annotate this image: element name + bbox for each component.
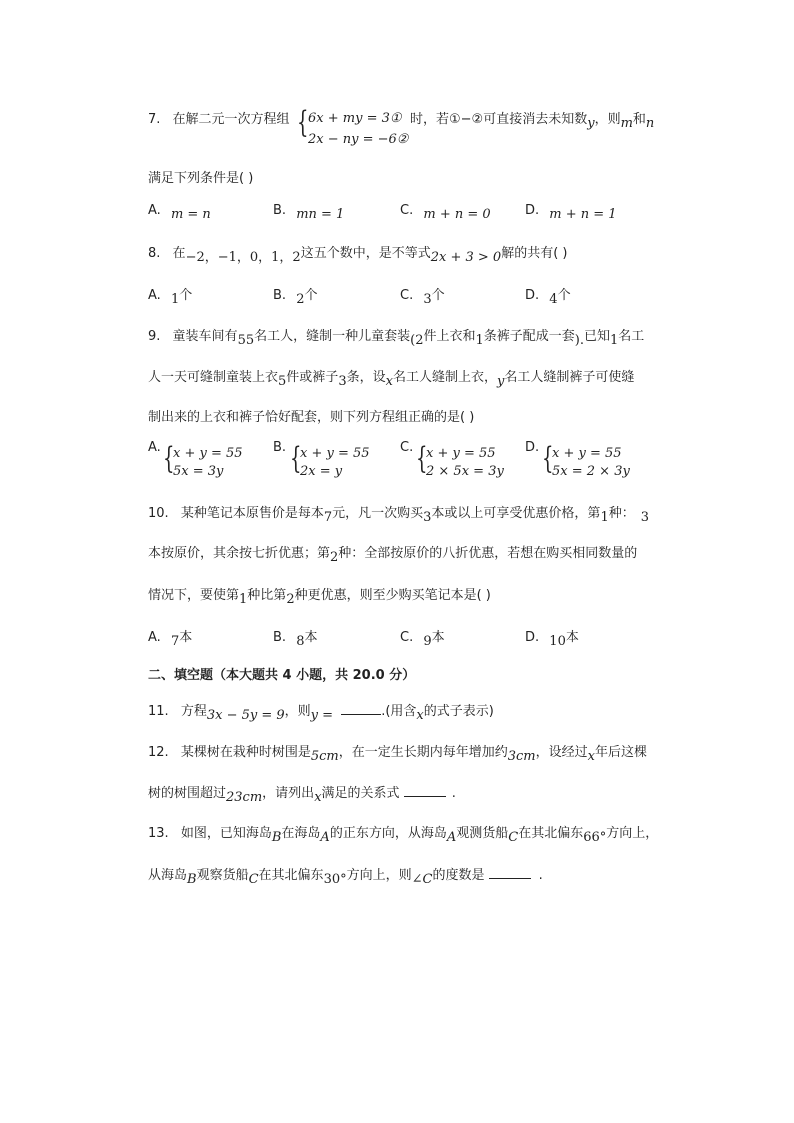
q7-option-b-label: B.	[273, 203, 287, 218]
q13-l1-h: C	[508, 830, 519, 845]
q11-var-x: x	[416, 708, 424, 723]
q13-l2-a: 从海岛	[148, 868, 188, 883]
q12-l1-d: 3cm	[507, 749, 536, 764]
q9-option-d-eq2: 5x = 2 × 3y	[552, 464, 630, 479]
q10-l3-a: 情况下，要使第	[148, 588, 240, 603]
q9-l1-k: 名工	[618, 329, 645, 344]
q10-l3-e: 种更优惠，则至少购买笔记本是( )	[294, 588, 491, 603]
q8-option-d-val: 4	[549, 292, 558, 307]
q13-l1-g: 观测货船	[456, 826, 509, 841]
q9-l2-b: 5	[278, 374, 287, 389]
q13-l2-f: 30°	[323, 872, 347, 887]
q9-l1-a: 童装车间有	[172, 329, 238, 344]
q13-l2-g: 方向上，则	[346, 868, 412, 883]
q9-option-b-brace: {	[290, 441, 302, 476]
q10-option-b-label: B.	[273, 630, 287, 645]
q10-option-c[interactable]	[400, 626, 445, 649]
q10-l3-c: 种比第	[247, 588, 287, 603]
q9-option-c-label[interactable]: C.	[400, 440, 414, 455]
q9-option-a-eq1: x + y = 55	[173, 446, 243, 461]
q13-line2	[148, 864, 543, 887]
q13-number: 13.	[148, 826, 169, 841]
q9-line2	[148, 366, 635, 389]
q9-option-a-brace: {	[163, 441, 175, 476]
q10-option-a-unit: 本	[179, 630, 193, 645]
q13-l1-f: A	[446, 830, 457, 845]
q8-option-d[interactable]	[525, 284, 571, 307]
q9-l2-c: 件或裤子	[286, 370, 339, 385]
q12-l1-e: ，设经过	[535, 745, 588, 760]
q8-option-a-val: 1	[170, 292, 180, 307]
q9-option-a-eq2: 5x = 3y	[173, 464, 224, 479]
q11-text-a: 方程	[180, 704, 207, 719]
q9-l2-d: 3	[338, 374, 347, 389]
q12-line2	[148, 782, 456, 805]
q9-option-b-label[interactable]: B.	[273, 440, 287, 455]
q12-l2-c: ，请列出	[262, 786, 315, 801]
q7-text-c: ，则	[594, 112, 621, 127]
q9-l1-f: 1	[475, 333, 484, 348]
q8-number: 8.	[148, 246, 161, 261]
q12-l2-e: 满足的关系式	[321, 786, 400, 801]
q7-var-m: m	[620, 116, 633, 131]
q13-answer-blank[interactable]	[489, 866, 531, 879]
q8-option-c-val: 3	[423, 292, 432, 307]
q10-l1-c: 元，凡一次购买	[332, 506, 424, 521]
q11-text-b: ，则	[284, 704, 311, 719]
q13-l2-h: ∠C	[411, 872, 433, 887]
q8-option-b-label: B.	[273, 288, 287, 303]
q9-l1-h: ).	[574, 333, 584, 348]
q7-line2: 满足下列条件是( )	[148, 171, 254, 186]
q12-l2-d: x	[314, 790, 322, 805]
q10-option-a-label: A.	[148, 630, 161, 645]
q10-option-c-label: C.	[400, 630, 414, 645]
q13-l1-a: 如图，已知海岛	[180, 826, 272, 841]
q7-eq1: 6x + my = 3①	[308, 111, 402, 126]
q7-text-d: 和	[632, 112, 646, 127]
q13-l2-j: .	[538, 868, 543, 883]
q7-number: 7.	[148, 112, 161, 127]
q8-ineq: 2x + 3 > 0	[430, 250, 502, 265]
q13-l2-c: 观察货船	[196, 868, 249, 883]
q7-option-a[interactable]	[148, 203, 211, 222]
q10-line1	[148, 502, 650, 525]
q8-option-b-unit: 个	[304, 288, 318, 303]
q10-l3-b: 1	[239, 592, 248, 607]
q10-option-d-unit: 本	[565, 630, 579, 645]
q10-l1-f: 1	[600, 510, 609, 525]
q13-l1-e: 的正东方向，从海岛	[329, 826, 447, 841]
q9-l2-a: 人一天可缝制童装上衣	[148, 370, 279, 385]
q10-option-c-val: 9	[423, 634, 432, 649]
q9-l1-g: 条裤子配成一套	[483, 329, 575, 344]
q10-option-d-label: D.	[525, 630, 540, 645]
q9-option-c-brace: {	[416, 441, 428, 476]
q10-option-b[interactable]	[273, 626, 318, 649]
q7-option-c-expr: m + n = 0	[423, 207, 491, 222]
q9-l2-e: 条，设	[346, 370, 386, 385]
q10-l1-g: 种：	[608, 506, 635, 521]
q13-l1-i: 在其北偏东	[518, 826, 584, 841]
q12-l1-g: 年后这棵	[595, 745, 648, 760]
q7-option-a-label: A.	[148, 203, 161, 218]
q7-text-b: 时，若①−②可直接消去未知数	[410, 112, 588, 127]
q10-l1-h: 3	[640, 510, 650, 525]
q12-l1-f: x	[587, 749, 595, 764]
q7-option-d[interactable]	[525, 203, 617, 222]
q10-option-d-val: 10	[549, 634, 566, 649]
q9-option-d-eq1: x + y = 55	[552, 446, 622, 461]
q8-line1	[148, 242, 568, 265]
q8-option-c-label: C.	[400, 288, 414, 303]
q12-l1-b: 5cm	[310, 749, 339, 764]
q10-option-c-unit: 本	[431, 630, 445, 645]
q12-answer-blank[interactable]	[404, 784, 446, 797]
q12-l1-c: ，在一定生长期内每年增加约	[338, 745, 508, 760]
q8-option-a[interactable]	[148, 284, 193, 307]
q11-eq: 3x − 5y = 9	[206, 708, 285, 723]
q9-l1-b: 55	[237, 333, 255, 348]
q10-line3	[148, 584, 491, 607]
q10-option-a-val: 7	[170, 634, 180, 649]
q8-option-d-label: D.	[525, 288, 540, 303]
q8-text-c: 解的共有( )	[501, 246, 568, 261]
q8-option-d-unit: 个	[557, 288, 571, 303]
q10-l1-b: 7	[323, 510, 333, 525]
q13-l1-k: 方向上，	[606, 826, 659, 841]
q9-l2-h: y	[496, 374, 505, 389]
q10-l1-a: 某种笔记本原售价是每本	[180, 506, 324, 521]
q9-line1	[148, 325, 645, 348]
q9-l1-c: 名工人，缝制一种儿童套装	[254, 329, 411, 344]
q9-l1-i: 已知	[584, 329, 611, 344]
q8-option-b[interactable]	[273, 284, 318, 307]
q12-l2-f: .	[451, 786, 456, 801]
q7-option-c-label: C.	[400, 203, 414, 218]
q9-number: 9.	[148, 329, 161, 344]
q13-l1-d: A	[320, 830, 330, 845]
q13-l2-d: C	[248, 872, 259, 887]
q9-option-c-eq1: x + y = 55	[426, 446, 496, 461]
q9-option-a-label[interactable]: A.	[148, 440, 161, 455]
q10-l2-c: 种：全部按原价的八折优惠，若想在购买相同数量的	[338, 546, 638, 561]
q9-l1-j: 1	[610, 333, 619, 348]
q9-l2-g: 名工人缝制上衣，	[392, 370, 497, 385]
q8-text-b: 这五个数中，是不等式	[300, 246, 431, 261]
q10-l1-e: 本或以上可享受优惠价格，第	[431, 506, 601, 521]
q13-l1-b: B	[271, 830, 282, 845]
q7-var-n: n	[645, 116, 655, 131]
q9-option-b-eq1: x + y = 55	[300, 446, 370, 461]
q11-line	[148, 700, 494, 723]
q11-var: y =	[310, 708, 334, 723]
q11-text-c: .(用含	[381, 704, 417, 719]
q9-line3: 制出来的上衣和裤子恰好配套，则下列方程组正确的是( )	[148, 410, 475, 425]
q10-l2-b: 2	[330, 550, 339, 565]
q8-option-c[interactable]	[400, 284, 445, 307]
q7-line1	[148, 108, 290, 127]
q10-l3-d: 2	[286, 592, 295, 607]
q10-option-d[interactable]	[525, 626, 579, 649]
q10-option-b-unit: 本	[304, 630, 318, 645]
q13-l1-j: 66°	[583, 830, 607, 845]
q9-l1-e: 件上衣和	[423, 329, 476, 344]
q8-option-a-unit: 个	[179, 288, 193, 303]
q10-line2	[148, 542, 638, 565]
q7-option-d-label: D.	[525, 203, 540, 218]
q8-option-a-label: A.	[148, 288, 161, 303]
q12-line1	[148, 741, 648, 764]
q8-option-b-val: 2	[296, 292, 305, 307]
q10-option-a[interactable]	[148, 626, 193, 649]
q12-l1-a: 某棵树在栽种时树围是	[180, 745, 311, 760]
q12-l2-a: 树的树围超过	[148, 786, 227, 801]
q11-answer-blank[interactable]	[341, 702, 381, 715]
q10-l1-d: 3	[423, 510, 432, 525]
section-heading: 二、填空题（本大题共 4 小题，共 20.0 分）	[148, 668, 416, 683]
q10-number: 10.	[148, 506, 169, 521]
q13-l2-e: 在其北偏东	[258, 868, 324, 883]
q9-option-c-eq2: 2 × 5x = 3y	[426, 464, 504, 479]
q9-l1-d: (2	[410, 333, 424, 348]
q7-var-y: y	[587, 116, 595, 131]
q12-number: 12.	[148, 745, 169, 760]
q7-option-b[interactable]	[273, 203, 345, 222]
q13-l1-c: 在海岛	[281, 826, 321, 841]
q7-option-a-expr: m = n	[170, 207, 211, 222]
q7-text-a: 在解二元一次方程组	[172, 112, 290, 127]
q8-option-c-unit: 个	[431, 288, 445, 303]
q13-l2-b: B	[187, 872, 197, 887]
q13-line1	[148, 822, 659, 845]
q10-option-b-val: 8	[296, 634, 305, 649]
q9-option-d-brace: {	[542, 441, 554, 476]
q13-l2-i: 的度数是	[432, 868, 485, 883]
q11-text-d: 的式子表示)	[423, 704, 494, 719]
q7-line1-right	[410, 108, 655, 131]
q12-l2-b: 23cm	[226, 790, 263, 805]
q9-l2-i: 名工人缝制裤子可使缝	[504, 370, 635, 385]
q11-number: 11.	[148, 704, 169, 719]
q7-eq2: 2x − ny = −6②	[308, 132, 409, 147]
q7-brace: {	[297, 105, 309, 140]
q8-text-a: 在	[172, 246, 186, 261]
q9-l2-f: x	[385, 374, 393, 389]
q7-option-d-expr: m + n = 1	[549, 207, 617, 222]
q9-option-d-label[interactable]: D.	[525, 440, 540, 455]
q10-l2-a: 本按原价，其余按七折优惠；第	[148, 546, 331, 561]
q7-option-b-expr: mn = 1	[296, 207, 345, 222]
q8-nums: −2，−1，0，1，2	[185, 250, 301, 265]
q9-option-b-eq2: 2x = y	[300, 464, 343, 479]
q7-option-c[interactable]	[400, 203, 491, 222]
